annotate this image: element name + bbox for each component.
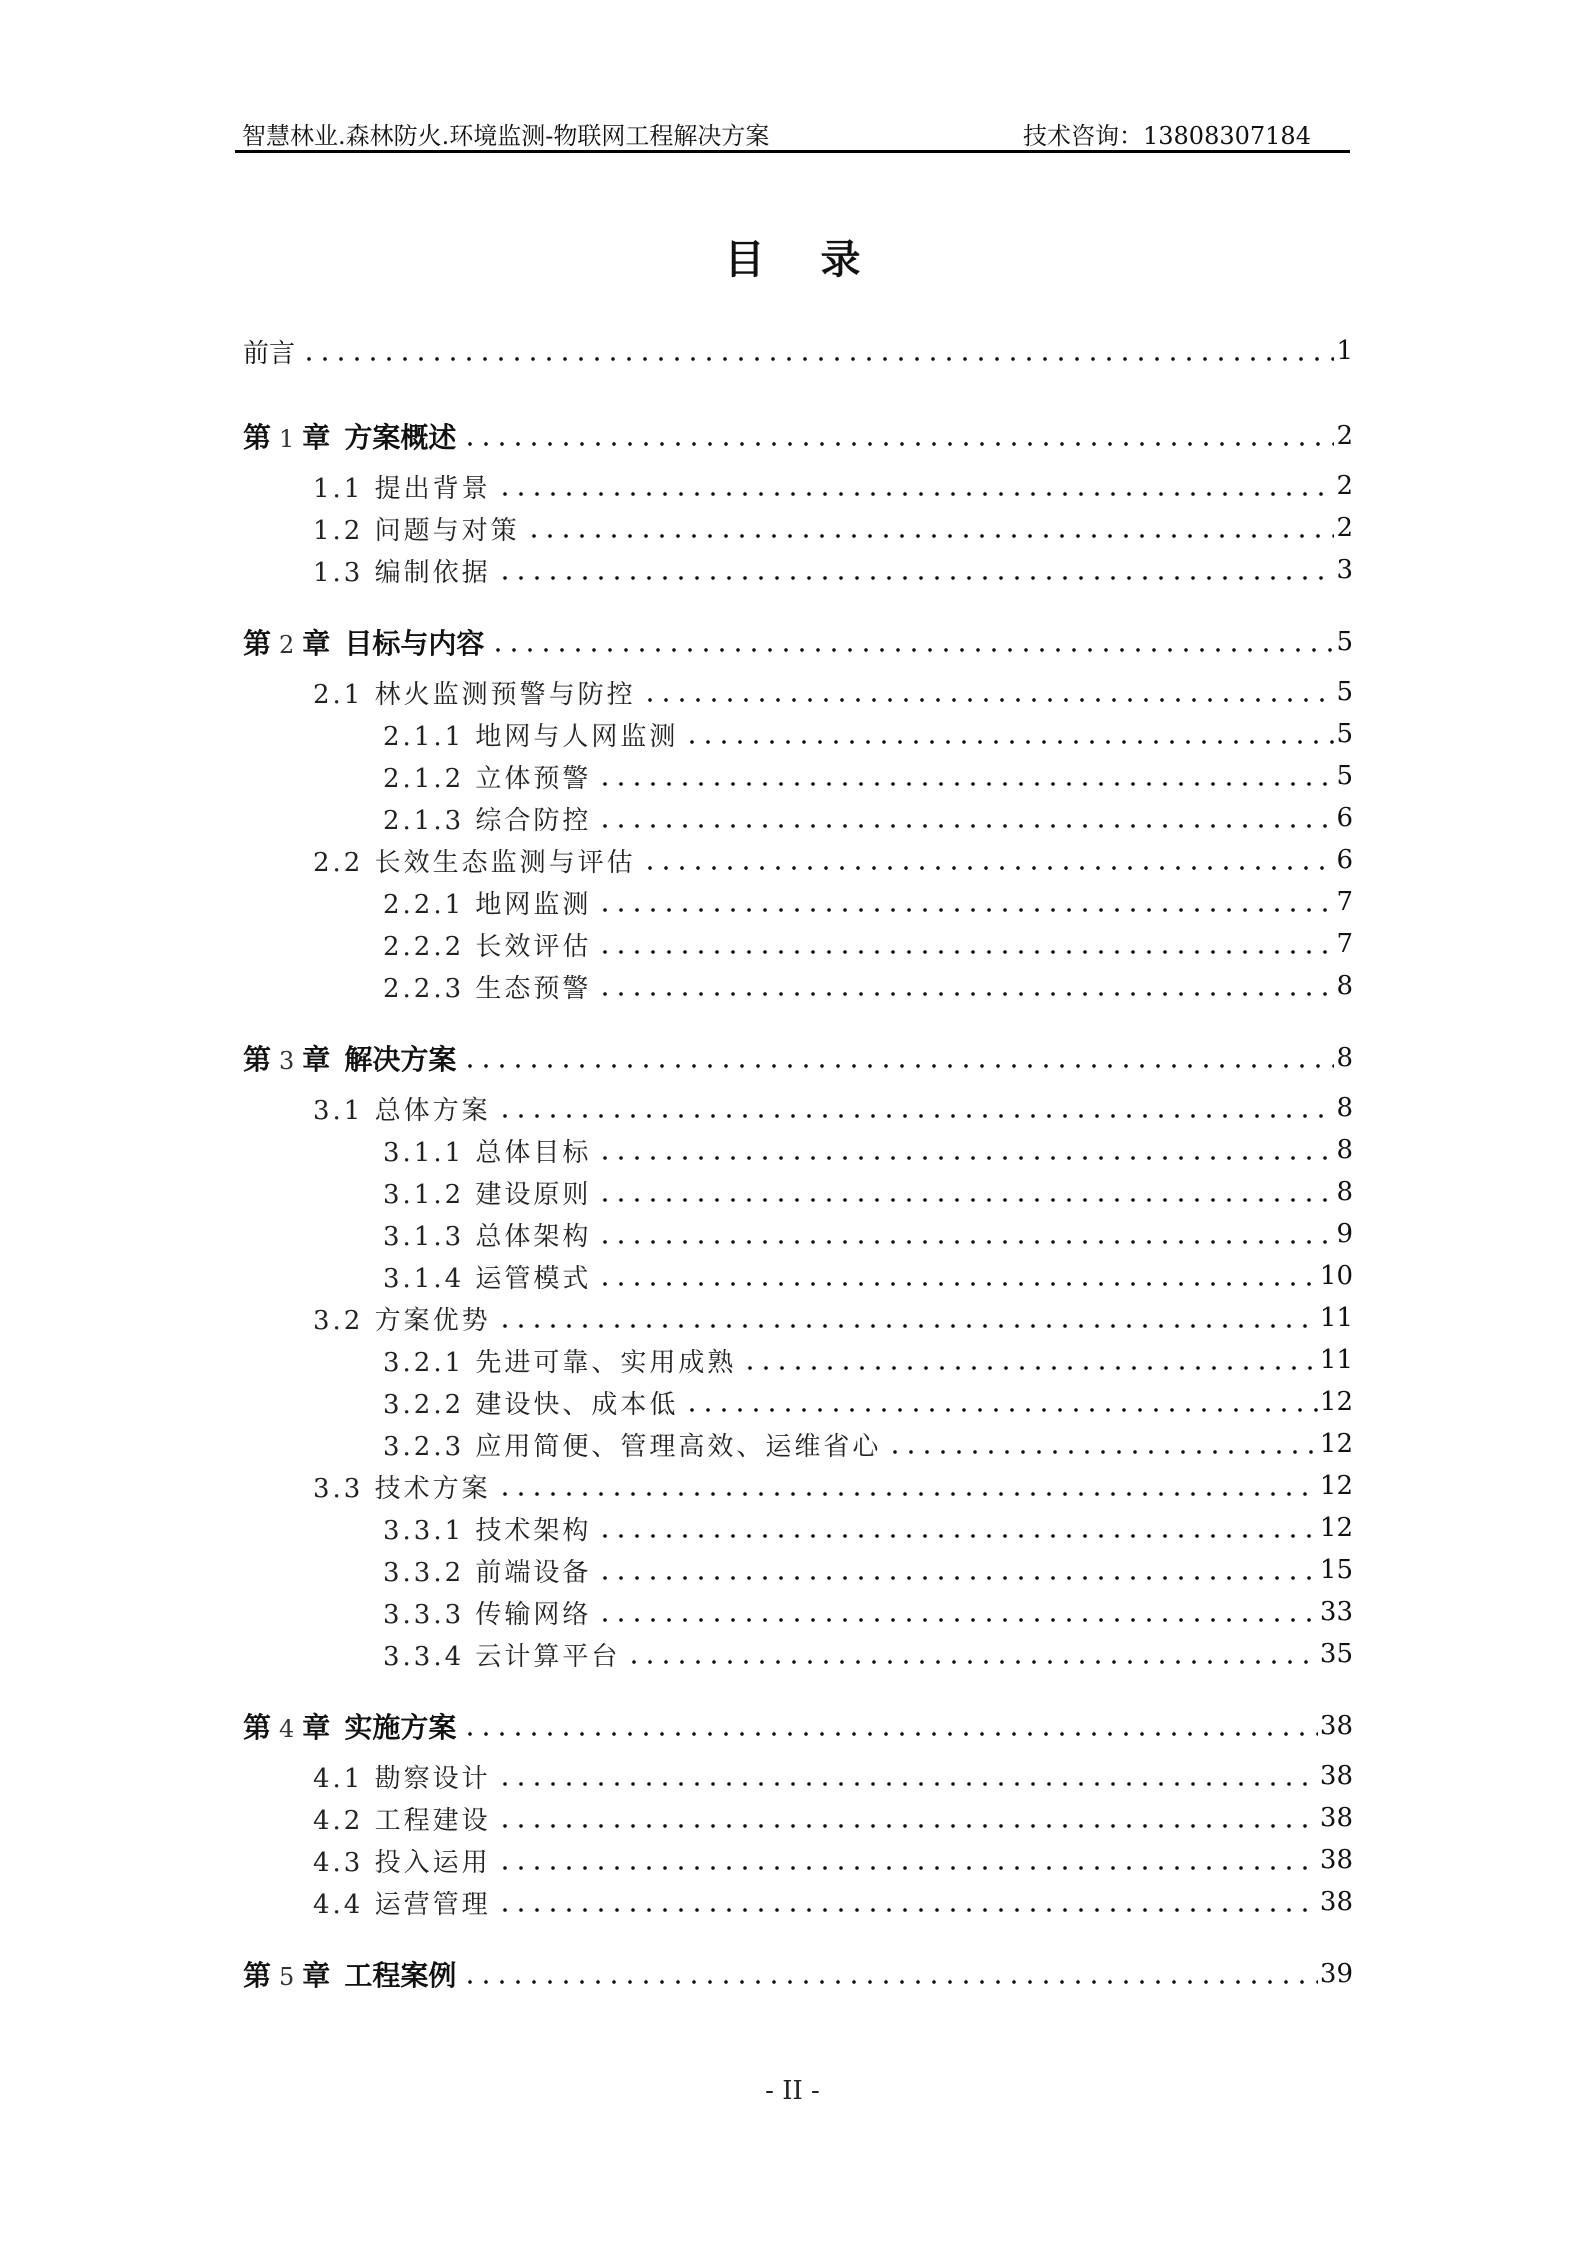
toc-entry-page: 7 bbox=[1336, 929, 1353, 959]
page-title: 目录 bbox=[724, 236, 917, 283]
chapter-number: 1 bbox=[279, 425, 295, 453]
toc-entry-label: 3.3.4 云计算平台 bbox=[383, 1641, 621, 1672]
chapter-number: 4 bbox=[279, 1715, 295, 1743]
header-document-title: 智慧林业.森林防火.环境监测-物联网工程解决方案 bbox=[242, 122, 770, 150]
header-contact: 技术咨询：13808307184 bbox=[1023, 122, 1311, 150]
dot-leader bbox=[684, 721, 1334, 747]
dot-leader bbox=[462, 423, 1334, 449]
chapter-suffix: 章 bbox=[302, 627, 331, 660]
chapter-title: 工程案例 bbox=[344, 1959, 457, 1992]
dot-leader bbox=[597, 763, 1334, 789]
dot-leader bbox=[462, 1045, 1334, 1071]
toc-entry-section[interactable] bbox=[243, 1171, 1353, 1213]
toc-entry-section[interactable] bbox=[243, 1797, 1353, 1839]
chapter-title: 目标与内容 bbox=[344, 627, 485, 660]
chapter-suffix: 章 bbox=[302, 1043, 331, 1076]
toc-entry-label: 1.3 编制依据 bbox=[313, 557, 491, 588]
toc-entry-page: 39 bbox=[1319, 1959, 1353, 1989]
chapter-suffix: 章 bbox=[302, 1711, 331, 1744]
toc-entry-chapter-2[interactable] bbox=[243, 613, 1353, 671]
toc-entry-page: 5 bbox=[1336, 627, 1353, 657]
chapter-prefix: 第 bbox=[243, 627, 272, 660]
dot-leader bbox=[626, 1641, 1317, 1667]
toc-entry-section[interactable] bbox=[243, 1839, 1353, 1881]
toc-entry-section[interactable] bbox=[243, 1465, 1353, 1507]
dot-leader bbox=[642, 679, 1335, 705]
toc-entry-section[interactable] bbox=[243, 1213, 1353, 1255]
toc-entry-label: 2.2.2 长效评估 bbox=[383, 931, 592, 962]
toc-entry-page: 8 bbox=[1336, 971, 1353, 1001]
dot-leader bbox=[597, 1221, 1334, 1247]
toc-chapter-label bbox=[243, 622, 490, 662]
chapter-title: 解决方案 bbox=[344, 1043, 457, 1076]
chapter-number: 3 bbox=[279, 1047, 295, 1075]
toc-entry-section[interactable] bbox=[243, 1881, 1353, 1923]
toc-entry-page: 38 bbox=[1319, 1887, 1353, 1917]
toc-entry-chapter-5[interactable] bbox=[243, 1945, 1353, 2003]
dot-leader bbox=[490, 629, 1334, 655]
toc-entry-label: 2.1 林火监测预警与防控 bbox=[313, 679, 636, 710]
dot-leader bbox=[597, 1179, 1334, 1205]
chapter-prefix: 第 bbox=[243, 421, 272, 454]
running-header bbox=[235, 110, 1350, 150]
toc-entry-section[interactable] bbox=[243, 1087, 1353, 1129]
dot-leader bbox=[462, 1961, 1318, 1987]
toc-entry-page: 38 bbox=[1319, 1803, 1353, 1833]
toc-entry-page: 1 bbox=[1336, 336, 1353, 366]
toc-entry-section[interactable] bbox=[243, 1297, 1353, 1339]
dot-leader bbox=[597, 805, 1334, 831]
toc-entry-label: 3.2 方案优势 bbox=[313, 1305, 491, 1336]
toc-entry-section[interactable] bbox=[243, 755, 1353, 797]
toc-entry-label: 4.2 工程建设 bbox=[313, 1805, 491, 1836]
toc-entry-label: 3.3.2 前端设备 bbox=[383, 1557, 592, 1588]
toc-entry-label: 3.1.2 建设原则 bbox=[383, 1179, 592, 1210]
toc-entry-section[interactable] bbox=[243, 1339, 1353, 1381]
toc-entry-label: 4.3 投入运用 bbox=[313, 1847, 491, 1878]
toc-entry-section[interactable] bbox=[243, 881, 1353, 923]
toc-entry-label: 3.2.1 先进可靠、实用成熟 bbox=[383, 1347, 737, 1378]
toc-entry-label: 3.1 总体方案 bbox=[313, 1095, 491, 1126]
toc-entry-label: 1.1 提出背景 bbox=[313, 473, 491, 504]
toc-chapter-label bbox=[243, 1038, 462, 1078]
dot-leader bbox=[597, 1599, 1317, 1625]
toc-chapter-label bbox=[243, 1954, 462, 1994]
toc-entry-label: 2.2 长效生态监测与评估 bbox=[313, 847, 636, 878]
table-of-contents bbox=[243, 322, 1353, 2003]
dot-leader bbox=[597, 1515, 1317, 1541]
toc-entry-section[interactable] bbox=[243, 713, 1353, 755]
toc-entry-page: 5 bbox=[1336, 677, 1353, 707]
toc-chapter-label bbox=[243, 416, 462, 456]
toc-entry-page: 3 bbox=[1336, 555, 1353, 585]
dot-leader bbox=[597, 973, 1334, 999]
toc-entry-page: 38 bbox=[1319, 1845, 1353, 1875]
toc-entry-page: 8 bbox=[1336, 1093, 1353, 1123]
toc-entry-label: 4.1 勘察设计 bbox=[313, 1763, 491, 1794]
toc-entry-page: 9 bbox=[1336, 1219, 1353, 1249]
toc-entry-page: 5 bbox=[1336, 719, 1353, 749]
toc-entry-page: 2 bbox=[1336, 471, 1353, 501]
chapter-number: 5 bbox=[279, 1963, 295, 1991]
toc-entry-section[interactable] bbox=[243, 507, 1353, 549]
dot-leader bbox=[642, 847, 1335, 873]
toc-entry-section[interactable] bbox=[243, 797, 1353, 839]
toc-entry-page: 12 bbox=[1319, 1429, 1353, 1459]
toc-entry-page: 2 bbox=[1336, 513, 1353, 543]
chapter-prefix: 第 bbox=[243, 1959, 272, 1992]
dot-leader bbox=[497, 1847, 1318, 1873]
dot-leader bbox=[526, 515, 1335, 541]
toc-entry-chapter-1[interactable] bbox=[243, 407, 1353, 465]
toc-entry-page: 8 bbox=[1336, 1043, 1353, 1073]
toc-entry-label: 3.1.3 总体架构 bbox=[383, 1221, 592, 1252]
page-number: - II - bbox=[765, 2076, 820, 2106]
toc-entry-page: 8 bbox=[1336, 1135, 1353, 1165]
dot-leader bbox=[742, 1347, 1317, 1373]
toc-entry-label: 1.2 问题与对策 bbox=[313, 515, 520, 546]
toc-entry-chapter-4[interactable] bbox=[243, 1697, 1353, 1755]
dot-leader bbox=[497, 1305, 1318, 1331]
toc-entry-preface[interactable] bbox=[243, 322, 1353, 380]
toc-entry-page: 12 bbox=[1319, 1471, 1353, 1501]
toc-entry-section[interactable] bbox=[243, 1633, 1353, 1675]
toc-entry-page: 35 bbox=[1319, 1639, 1353, 1669]
toc-entry-label: 2.2.3 生态预警 bbox=[383, 973, 592, 1004]
toc-entry-page: 33 bbox=[1319, 1597, 1353, 1627]
toc-chapter-label bbox=[243, 1706, 462, 1746]
toc-entry-page: 2 bbox=[1336, 421, 1353, 451]
toc-entry-label: 3.2.2 建设快、成本低 bbox=[383, 1389, 679, 1420]
toc-entry-page: 6 bbox=[1336, 803, 1353, 833]
toc-entry-page: 8 bbox=[1336, 1177, 1353, 1207]
chapter-number: 2 bbox=[279, 631, 295, 659]
toc-entry-page: 15 bbox=[1319, 1555, 1353, 1585]
toc-entry-label: 3.3.1 技术架构 bbox=[383, 1515, 592, 1546]
dot-leader bbox=[301, 338, 1334, 364]
toc-entry-section[interactable] bbox=[243, 1755, 1353, 1797]
toc-entry-label: 3.2.3 应用简便、管理高效、运维省心 bbox=[383, 1431, 882, 1462]
header-rule bbox=[235, 150, 1350, 153]
toc-entry-page: 11 bbox=[1319, 1345, 1353, 1375]
toc-entry-section[interactable] bbox=[243, 923, 1353, 965]
toc-entry-page: 10 bbox=[1319, 1261, 1353, 1291]
dot-leader bbox=[684, 1389, 1317, 1415]
dot-leader bbox=[497, 473, 1335, 499]
dot-leader bbox=[597, 1557, 1317, 1583]
toc-entry-page: 5 bbox=[1336, 761, 1353, 791]
dot-leader bbox=[497, 1095, 1335, 1121]
toc-entry-label: 3.3.3 传输网络 bbox=[383, 1599, 592, 1630]
toc-entry-section[interactable] bbox=[243, 549, 1353, 591]
toc-entry-section[interactable] bbox=[243, 1129, 1353, 1171]
toc-entry-page: 7 bbox=[1336, 887, 1353, 917]
toc-entry-label: 2.1.1 地网与人网监测 bbox=[383, 721, 679, 752]
toc-entry-section[interactable] bbox=[243, 1591, 1353, 1633]
toc-entry-section[interactable] bbox=[243, 1549, 1353, 1591]
toc-entry-label: 2.2.1 地网监测 bbox=[383, 889, 592, 920]
dot-leader bbox=[497, 1805, 1318, 1831]
chapter-title: 实施方案 bbox=[344, 1711, 457, 1744]
toc-entry-section[interactable] bbox=[243, 965, 1353, 1007]
toc-entry-chapter-3[interactable] bbox=[243, 1029, 1353, 1087]
chapter-title: 方案概述 bbox=[344, 421, 457, 454]
toc-entry-page: 38 bbox=[1319, 1761, 1353, 1791]
chapter-prefix: 第 bbox=[243, 1043, 272, 1076]
toc-entry-label: 2.1.3 综合防控 bbox=[383, 805, 592, 836]
toc-entry-section[interactable] bbox=[243, 1507, 1353, 1549]
toc-entry-page: 11 bbox=[1319, 1303, 1353, 1333]
toc-entry-label: 3.3 技术方案 bbox=[313, 1473, 491, 1504]
chapter-suffix: 章 bbox=[302, 1959, 331, 1992]
dot-leader bbox=[597, 931, 1334, 957]
toc-entry-page: 38 bbox=[1319, 1711, 1353, 1741]
chapter-suffix: 章 bbox=[302, 421, 331, 454]
toc-entry-page: 12 bbox=[1319, 1513, 1353, 1543]
dot-leader bbox=[497, 557, 1335, 583]
toc-entry-section[interactable] bbox=[243, 465, 1353, 507]
dot-leader bbox=[497, 1473, 1318, 1499]
toc-entry-section[interactable] bbox=[243, 1255, 1353, 1297]
toc-entry-page: 6 bbox=[1336, 845, 1353, 875]
toc-entry-label: 4.4 运营管理 bbox=[313, 1889, 491, 1920]
toc-entry-section[interactable] bbox=[243, 1381, 1353, 1423]
toc-entry-page: 12 bbox=[1319, 1387, 1353, 1417]
dot-leader bbox=[597, 1263, 1317, 1289]
toc-entry-section[interactable] bbox=[243, 671, 1353, 713]
toc-entry-label: 3.1.4 运管模式 bbox=[383, 1263, 592, 1294]
toc-entry-label: 3.1.1 总体目标 bbox=[383, 1137, 592, 1168]
dot-leader bbox=[597, 889, 1334, 915]
toc-entry-label: 2.1.2 立体预警 bbox=[383, 763, 592, 794]
toc-entry-section[interactable] bbox=[243, 839, 1353, 881]
dot-leader bbox=[597, 1137, 1334, 1163]
dot-leader bbox=[887, 1431, 1317, 1457]
dot-leader bbox=[497, 1763, 1318, 1789]
toc-entry-label: 前言 bbox=[243, 338, 296, 369]
chapter-prefix: 第 bbox=[243, 1711, 272, 1744]
dot-leader bbox=[497, 1889, 1318, 1915]
toc-entry-section[interactable] bbox=[243, 1423, 1353, 1465]
dot-leader bbox=[462, 1713, 1318, 1739]
